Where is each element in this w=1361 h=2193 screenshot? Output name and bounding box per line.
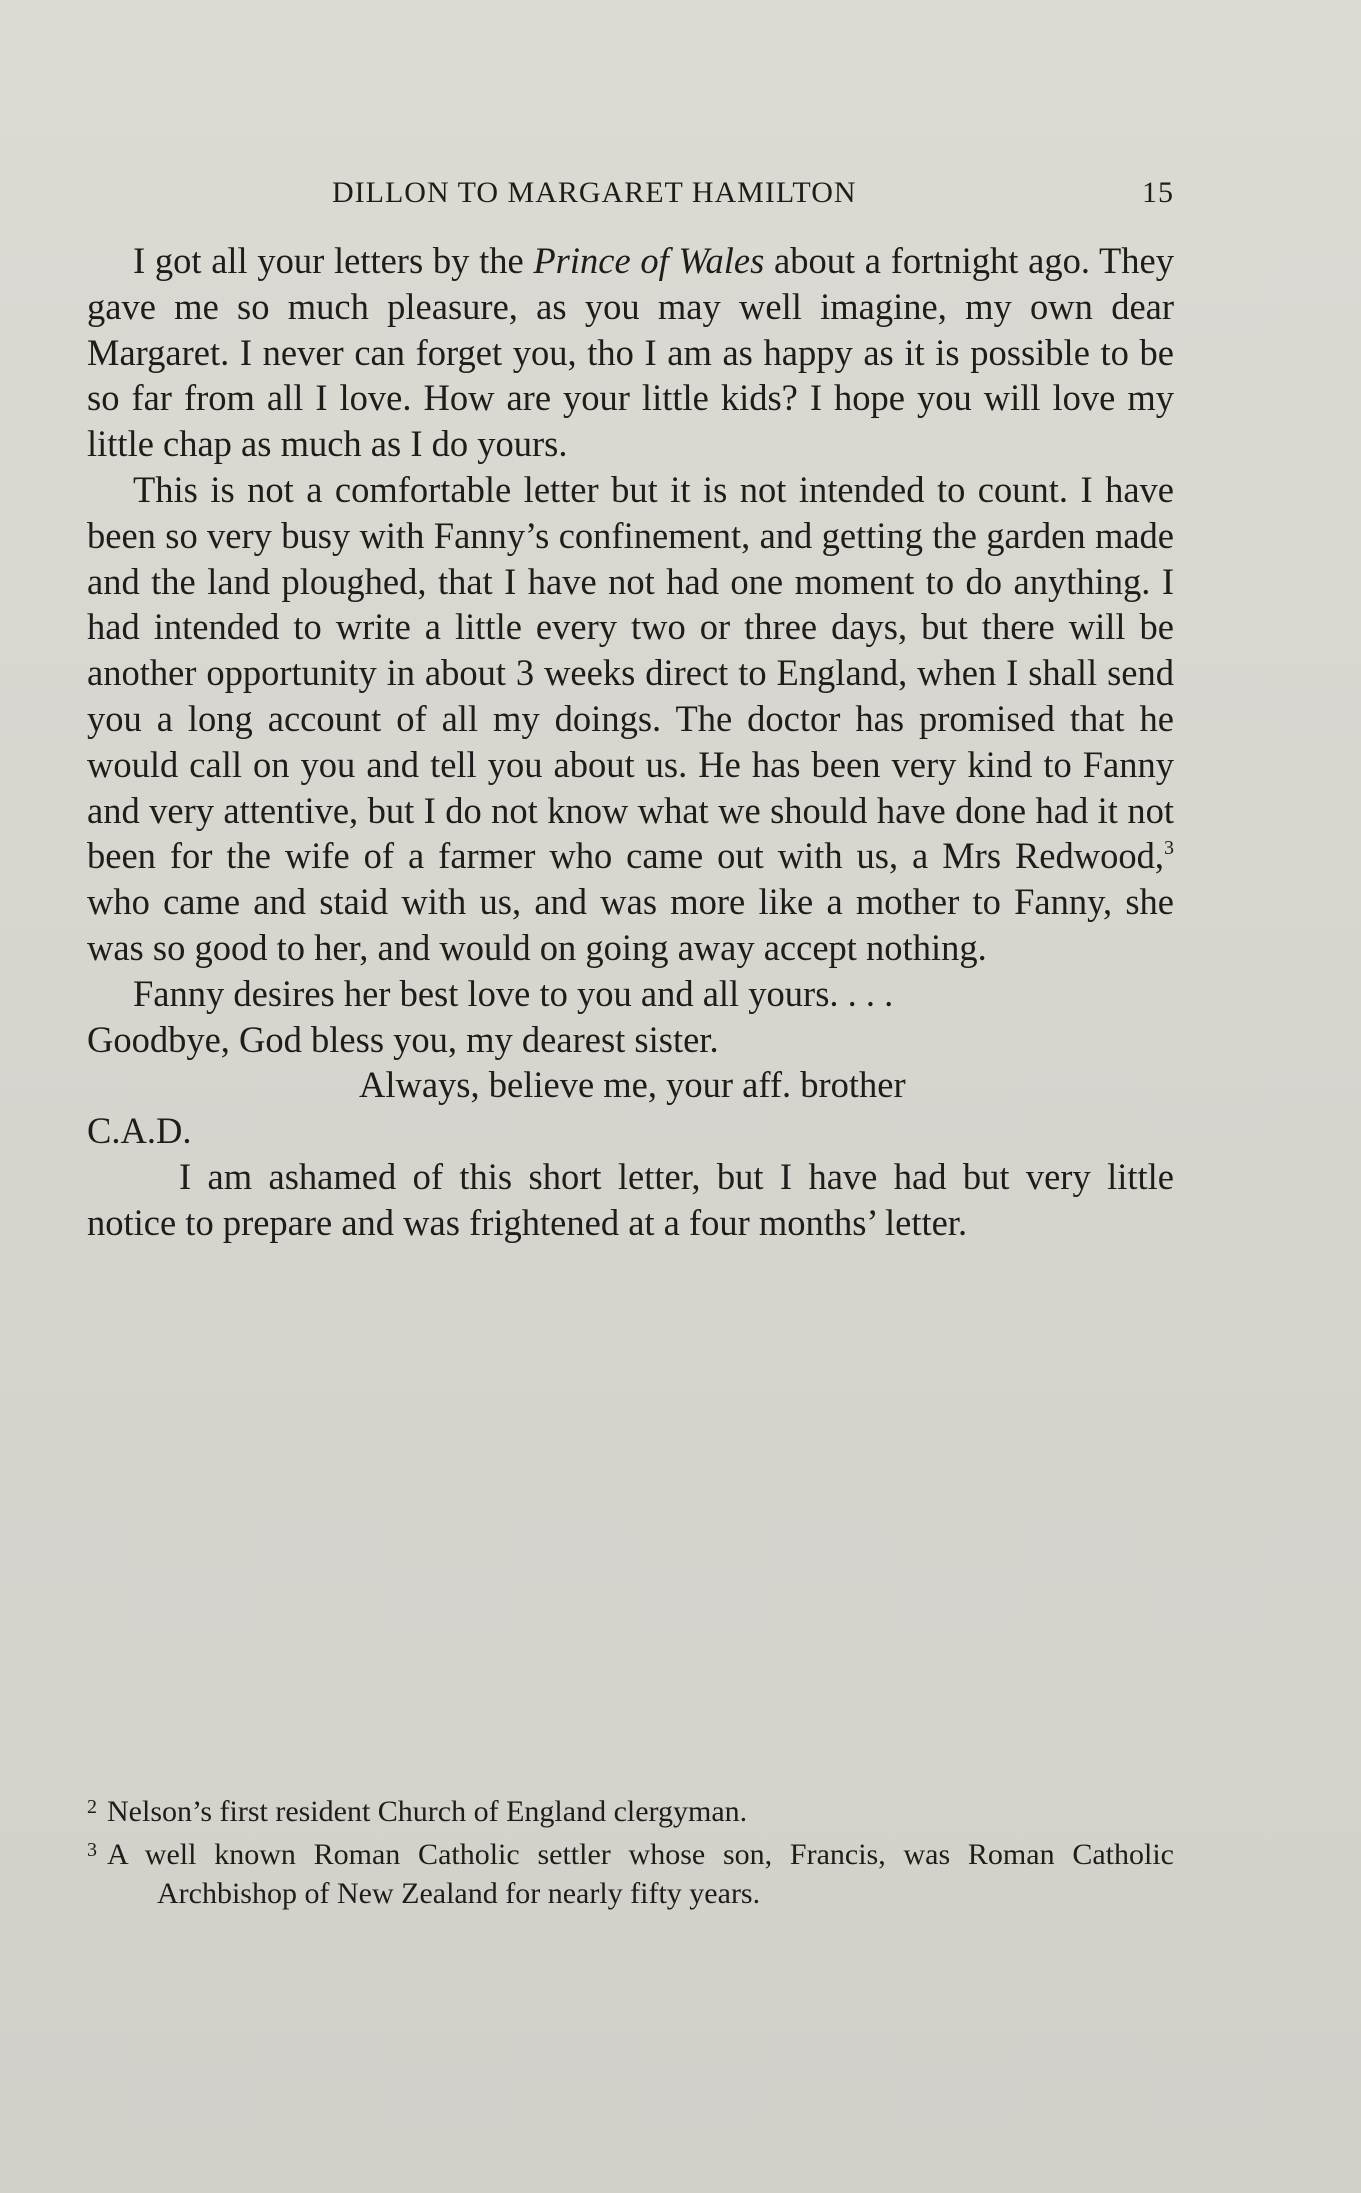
postscript: I am ashamed of this short letter, but I have had but very little notice to prepare and was frightened at a four months’ letter.	[87, 1155, 1174, 1243]
letter-signature: C.A.D.	[87, 1110, 192, 1152]
running-title: DILLON TO MARGARET HAMILTON	[332, 176, 857, 209]
paragraph-2	[87, 467, 1174, 971]
footnote-reference-3[interactable]: 3	[1164, 837, 1174, 860]
paragraph-2-end: who came and staid with us, and was more like a mother to Fanny, she was so good to her, and would on going away accept nothing.	[87, 881, 1174, 968]
page-number: 15	[1142, 176, 1174, 209]
footnotes	[87, 1788, 1174, 1913]
paragraph-1-end: about a fortnight ago. They gave me so much pleasure, as you may well imagine, my own dear Margaret. I never can forget you, tho I am as happy as it is possible to be so far from all I love. How are your little kids? I hope you will love my little chap as much as I do yours.	[87, 240, 1174, 465]
letter-closing: Always, believe me, your aff. brother	[359, 1064, 906, 1106]
footnote-text: Nelson’s first resident Church of England clergyman.	[107, 1795, 748, 1828]
paragraph-2-start: This is not a comfortable letter but it is not intended to count. I have been so very busy with Fanny’s confinement, and getting the garden made and the land ploughed, that I have not had one moment to do anything. I had intended to write a little every two or three days, but there will be another opportunity in about 3 weeks direct to England, when I shall send you a long account of all my doings. The doctor has promised that he would call on you and tell you about us. He has been very kind to Fanny and very attentive, but I do not know what we should have done had it not been for the wife of a farmer who came out with us, a Mrs Redwood,	[87, 468, 1174, 877]
footnote-3	[87, 1831, 1174, 1913]
paragraph-1-start: I got all your letters by the	[133, 240, 534, 281]
paragraph-4: Goodbye, God bless you, my dearest sister.	[87, 1018, 719, 1060]
footnote-text: A well known Roman Catholic settler whose son, Francis, was Roman Catholic Archbishop of New Zealand for nearly fifty years.	[107, 1838, 1174, 1910]
letter-body	[87, 238, 1174, 1246]
paragraph-1	[87, 238, 1174, 467]
paragraph-3: Fanny desires her best love to you and all yours. . . .	[133, 972, 894, 1014]
footnote-mark: 3	[87, 1839, 97, 1861]
footnote-2	[87, 1788, 1174, 1831]
ship-name: Prince of Wales	[533, 240, 765, 281]
running-head	[87, 176, 1174, 220]
footnote-mark: 2	[87, 1796, 97, 1818]
